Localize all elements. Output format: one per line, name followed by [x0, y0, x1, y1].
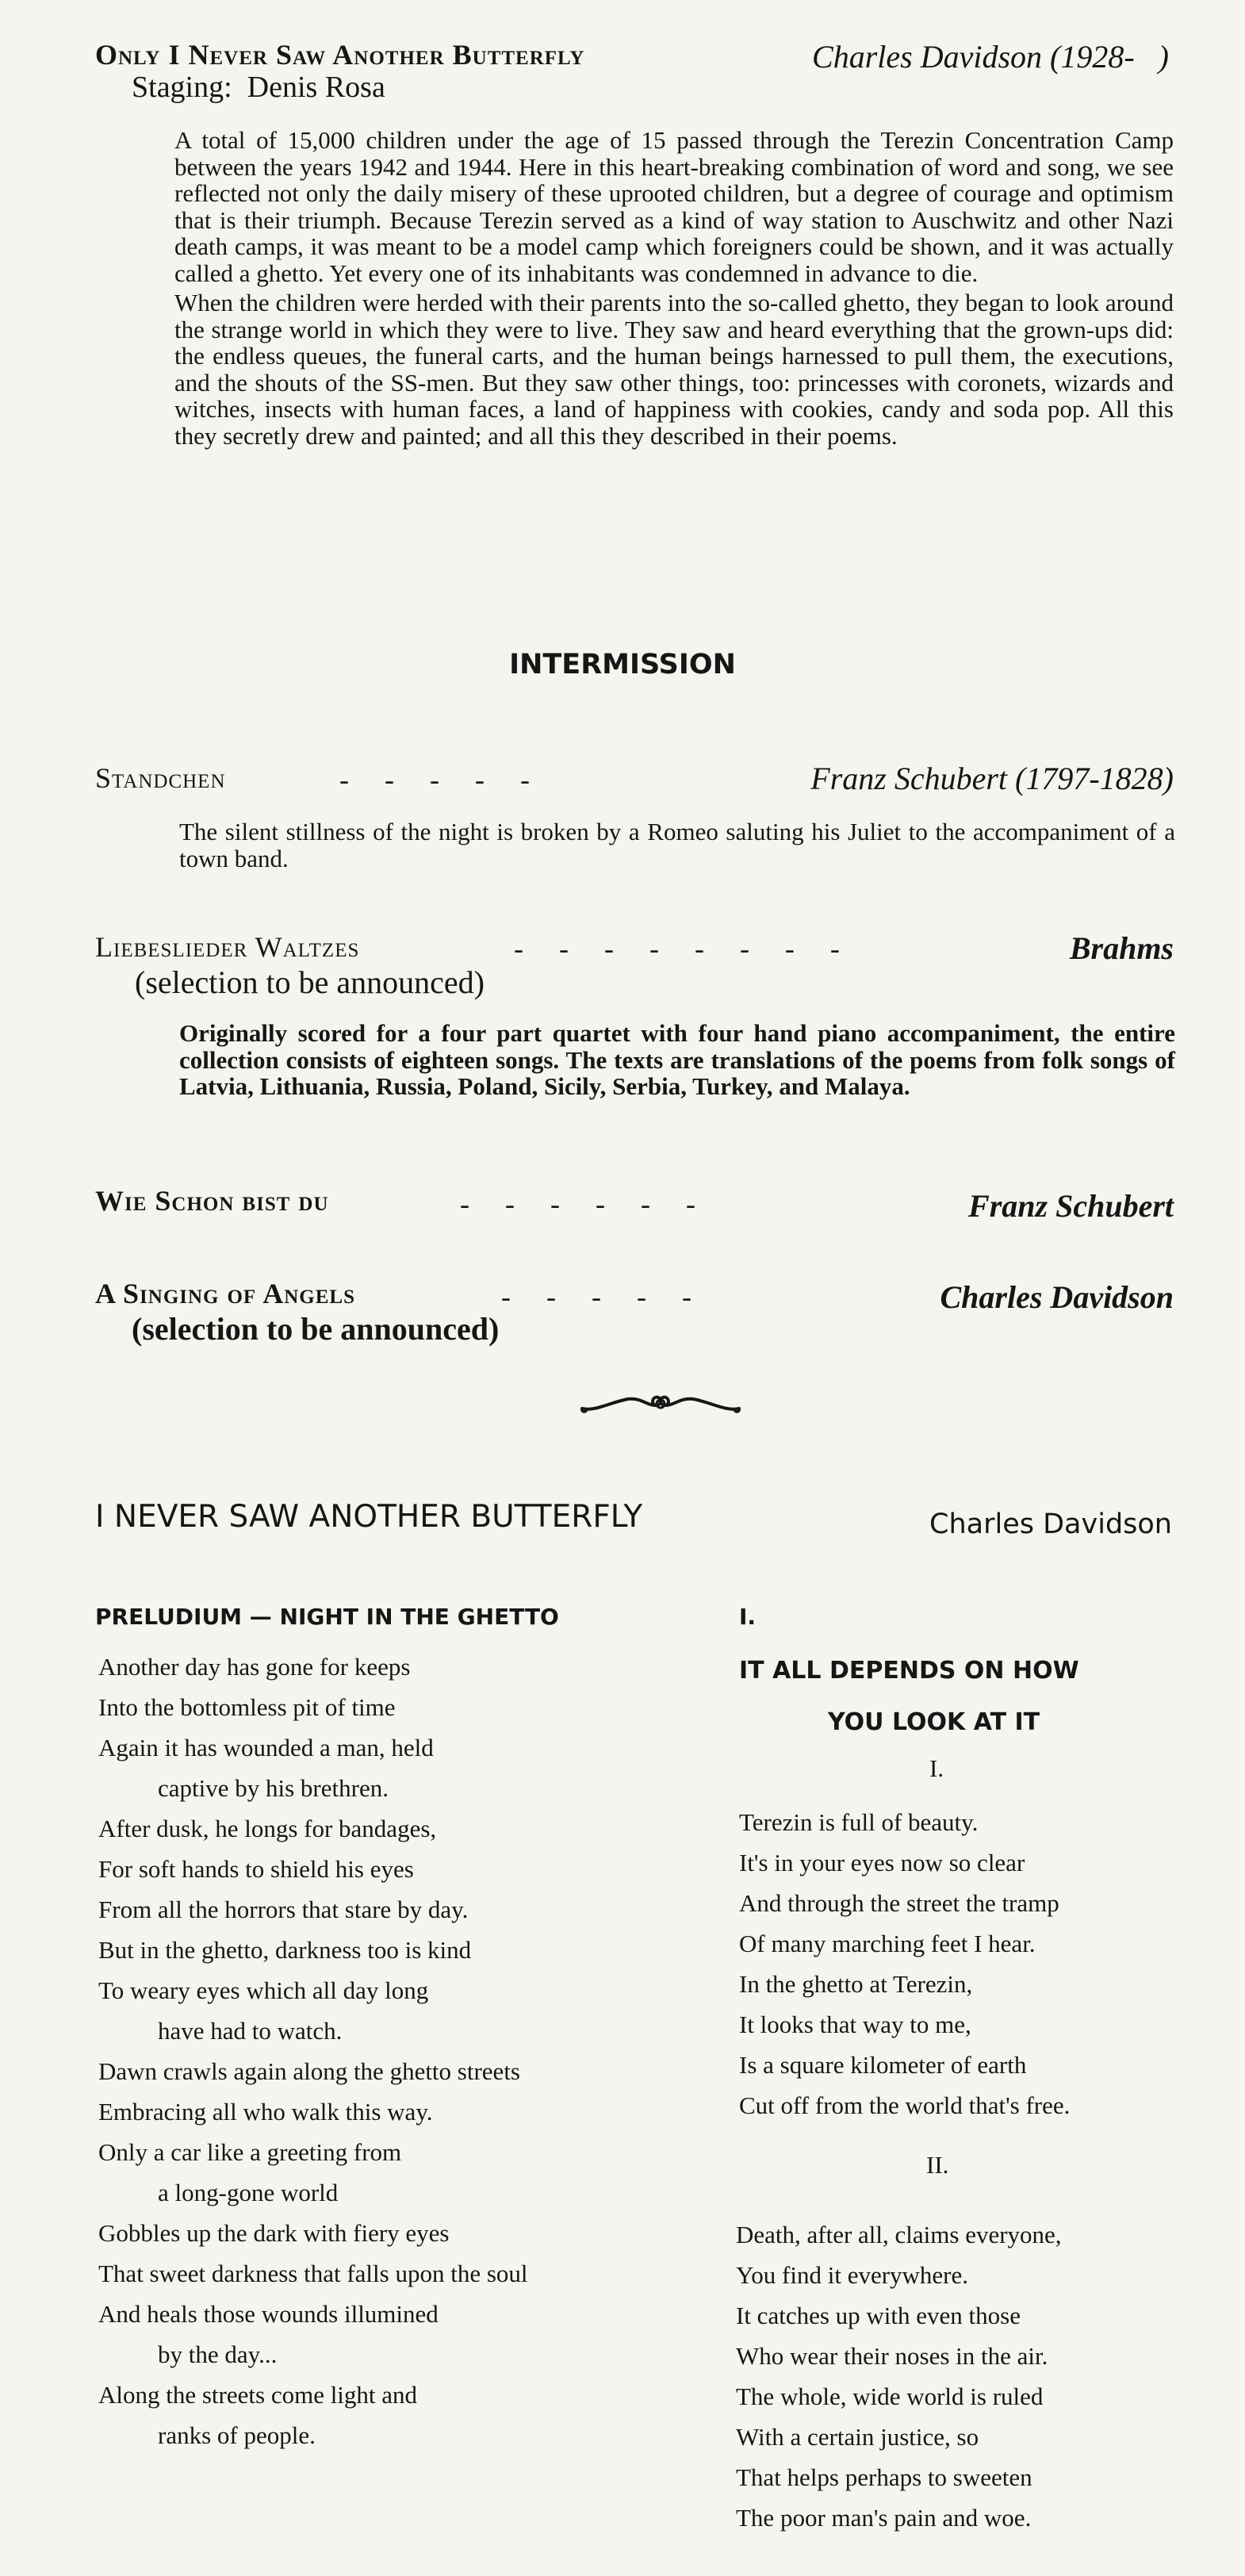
- scroll-flourish-icon: [579, 1388, 742, 1420]
- poem-line: It catches up with even those: [736, 2302, 1021, 2329]
- staging-credit: Staging: Denis Rosa: [132, 71, 385, 104]
- poem-line: You find it everywhere.: [736, 2261, 969, 2289]
- poem-line: a long-gone world: [158, 2179, 339, 2206]
- poem-line: With a certain justice, so: [736, 2423, 979, 2451]
- leader-dashes: - - - - - - - -: [514, 933, 840, 964]
- poem-line: In the ghetto at Terezin,: [739, 1970, 973, 1998]
- poem-line: Embracing all who walk this way.: [98, 2098, 433, 2126]
- poem-line: captive by his brethren.: [158, 1774, 389, 1802]
- poem-line: It looks that way to me,: [739, 2011, 971, 2038]
- piece-title: A Singing of Angels: [95, 1278, 355, 1309]
- poem-line: For soft hands to shield his eyes: [98, 1855, 414, 1883]
- poem-heading: PRELUDIUM — NIGHT IN THE GHETTO: [95, 1604, 559, 1630]
- description-paragraph: When the children were herded with their parents into the so-called ghetto, they began to look around the strange world in which they were to live. They saw and heard everything that the grown-ups did: the endless queues, the funeral carts, and the human beings harnessed to pull them, the executions, and the shouts of the SS-men. But they saw other things, too: princesses with coronets, wizards and witches, insects with human faces, a land of happiness with cookies, candy and soda pop. All this they secretly drew and painted; and all this they described in their poems.: [174, 289, 1174, 450]
- poem-line: have had to watch.: [158, 2017, 343, 2045]
- piece-title: Liebeslieder Waltzes: [95, 931, 360, 963]
- program-description: [174, 127, 1174, 449]
- intermission-heading: INTERMISSION: [509, 649, 736, 680]
- poem-line: Death, after all, claims everyone,: [736, 2221, 1062, 2248]
- program-composer: Charles Davidson (1928- ): [812, 39, 1169, 75]
- poem-heading: IT ALL DEPENDS ON HOW: [739, 1657, 1079, 1685]
- poem-line: From all the horrors that stare by day.: [98, 1896, 469, 1923]
- poem-line: The poor man's pain and woe.: [736, 2504, 1032, 2532]
- poem-heading: YOU LOOK AT IT: [828, 1708, 1040, 1736]
- poem-line: Dawn crawls again along the ghetto streets: [98, 2057, 520, 2085]
- piece-composer: Franz Schubert (1797-1828): [810, 761, 1174, 796]
- stanza-numeral: II.: [926, 2151, 949, 2179]
- leader-dashes: - - - - -: [339, 764, 530, 795]
- piece-title: Standchen: [95, 762, 226, 794]
- poem-line: Into the bottomless pit of time: [98, 1693, 396, 1721]
- poem-line: Who wear their noses in the air.: [736, 2342, 1048, 2370]
- poem-line: ranks of people.: [158, 2421, 316, 2449]
- piece-subtitle: (selection to be announced): [135, 964, 485, 1000]
- poem-line: Gobbles up the dark with fiery eyes: [98, 2219, 450, 2247]
- poem-line: To weary eyes which all day long: [98, 1976, 429, 2004]
- poem-line: After dusk, he longs for bandages,: [98, 1815, 437, 1842]
- leader-dashes: - - - - - -: [460, 1188, 695, 1220]
- piece-title: Wie Schon bist du: [95, 1185, 329, 1217]
- piece-note: The silent stillness of the night is broken by a Romeo saluting his Juliet to the accompaniment of a town band.: [179, 818, 1175, 872]
- leader-dashes: - - - - -: [501, 1281, 691, 1313]
- piece-composer: Charles Davidson: [940, 1279, 1174, 1315]
- poem-line: Terezin is full of beauty.: [739, 1808, 979, 1836]
- piece-composer: Franz Schubert: [968, 1188, 1174, 1224]
- poem-stanza: [739, 1802, 1070, 2126]
- poem-line: That helps perhaps to sweeten: [736, 2463, 1032, 2491]
- poem-line: The whole, wide world is ruled: [736, 2382, 1044, 2410]
- poems-section-title: I NEVER SAW ANOTHER BUTTERFLY: [95, 1499, 643, 1535]
- poem-line: Again it has wounded a man, held: [98, 1734, 434, 1761]
- description-paragraph: A total of 15,000 children under the age of 15 passed through the Terezin Concentration Camp between the years 1942 and 1944. Here in this heart-breaking combination of word and song, we see reflected not only the daily misery of these uprooted children, but a degree of courage and optimism that is their triumph. Because Terezin served as a kind of way station to Auschwitz and other Nazi death camps, it was meant to be a model camp which foreigners could be shown, and it was actually called a ghetto. Yet every one of its inhabitants was condemned in advance to die.: [174, 126, 1174, 287]
- poems-section-composer: Charles Davidson: [929, 1508, 1172, 1540]
- poem-line: by the day...: [158, 2340, 278, 2368]
- poem-line: Cut off from the world that's free.: [739, 2091, 1071, 2119]
- poem-line: And through the street the tramp: [739, 1889, 1059, 1917]
- poem-line: It's in your eyes now so clear: [739, 1849, 1025, 1876]
- program-title: Only I Never Saw Another Butterfly: [95, 39, 585, 71]
- poem-line: That sweet darkness that falls upon the soul: [98, 2260, 528, 2287]
- stanza-numeral: I.: [929, 1754, 944, 1782]
- poem-line: Is a square kilometer of earth: [739, 2051, 1027, 2079]
- piece-note: Originally scored for a four part quartet with four hand piano accompaniment, the entire collection consists of eighteen songs. The texts are translations of the poems from folk songs of Latvia, Lithuania, Russia, Poland, Sicily, Serbia, Turkey, and Malaya.: [179, 1019, 1175, 1100]
- poem-stanza: [736, 2214, 1062, 2538]
- poem-prelude: [98, 1646, 528, 2455]
- poem-line: And heals those wounds illumined: [98, 2300, 439, 2328]
- piece-composer: Brahms: [1069, 930, 1174, 966]
- poem-number: I.: [739, 1604, 757, 1630]
- poem-line: Of many marching feet I hear.: [739, 1930, 1036, 1957]
- poem-line: But in the ghetto, darkness too is kind: [98, 1936, 472, 1964]
- poem-line: Only a car like a greeting from: [98, 2138, 402, 2166]
- piece-subtitle: (selection to be announced): [132, 1311, 500, 1347]
- poem-line: Another day has gone for keeps: [98, 1653, 411, 1681]
- poem-line: Along the streets come light and: [98, 2381, 418, 2409]
